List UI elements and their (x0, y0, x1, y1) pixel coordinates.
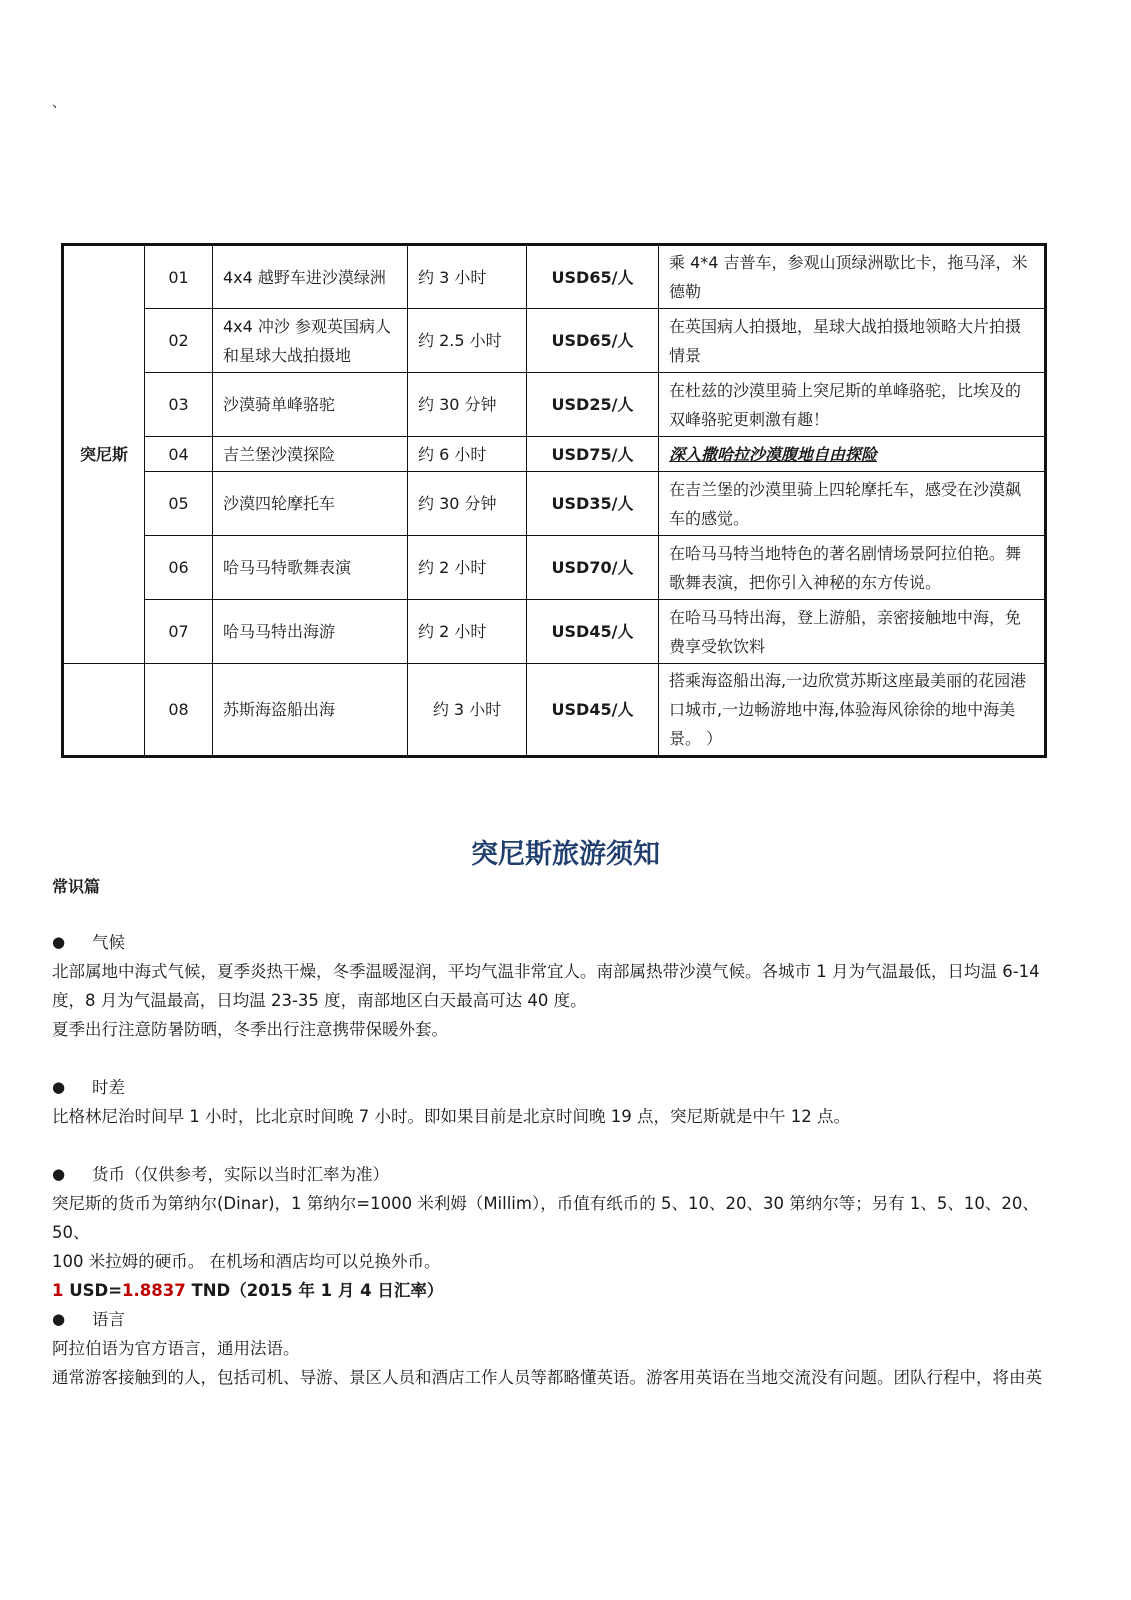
tour-price: USD25/人 (527, 373, 659, 437)
tour-number: 02 (145, 309, 213, 373)
currency-section (52, 1160, 1062, 1305)
tour-number: 05 (145, 472, 213, 536)
tour-duration: 约 3 小时 (408, 245, 527, 309)
tour-duration: 约 6 小时 (408, 437, 527, 472)
rate-amount: 1 (52, 1281, 64, 1300)
tour-price: USD75/人 (527, 437, 659, 472)
language-text-1: 阿拉伯语为官方语言，通用法语。 (52, 1339, 300, 1358)
tour-name: 沙漠骑单峰骆驼 (213, 373, 408, 437)
bullet-icon: ● (52, 933, 66, 951)
tour-price: USD70/人 (527, 536, 659, 600)
bullet-icon: ● (52, 1165, 66, 1183)
tour-description: 在英国病人拍摄地，星球大战拍摄地领略大片拍摄情景 (659, 309, 1046, 373)
page-mark: 、 (52, 95, 66, 111)
climate-text-2: 度，8 月为气温最高，日均温 23-35 度，南部地区白天最高可达 40 度。 (52, 991, 587, 1010)
tour-number: 07 (145, 600, 213, 664)
language-heading: 语言 (92, 1310, 125, 1329)
bullet-icon: ● (52, 1078, 66, 1096)
tour-description: 搭乘海盗船出海,一边欣赏苏斯这座最美丽的花园港口城市,一边畅游地中海,体验海风徐徐的地中海美景。 ） (659, 664, 1046, 757)
rate-usd: USD= (63, 1281, 123, 1300)
bullet-icon: ● (52, 1310, 66, 1328)
tour-price: USD45/人 (527, 664, 659, 757)
tour-number: 06 (145, 536, 213, 600)
tour-description-emphasis: 深入撒哈拉沙漠腹地自由探险 (669, 444, 878, 464)
currency-text-1: 突尼斯的货币为第纳尔(Dinar)，1 第纳尔=1000 米利姆（Millim），币值有纸币的 5、10、20、30 第纳尔等；另有 1、5、10、20、50、 (52, 1194, 1039, 1242)
region-cell-empty (63, 664, 145, 757)
exchange-rate (52, 1276, 1062, 1305)
tour-duration: 约 3 小时 (408, 664, 527, 757)
tour-name: 哈马马特出海游 (213, 600, 408, 664)
tour-name: 哈马马特歌舞表演 (213, 536, 408, 600)
tour-description (659, 437, 1046, 472)
tour-description: 在杜兹的沙漠里骑上突尼斯的单峰骆驼，比埃及的双峰骆驼更刺激有趣！ (659, 373, 1046, 437)
tour-number: 01 (145, 245, 213, 309)
tour-description: 在哈马马特当地特色的著名剧情场景阿拉伯艳。舞歌舞表演，把你引入神秘的东方传说。 (659, 536, 1046, 600)
tour-options-table (61, 243, 1047, 758)
table-row (63, 373, 1046, 437)
timezone-heading: 时差 (92, 1078, 125, 1097)
tour-name: 4x4 冲沙 参观英国病人和星球大战拍摄地 (213, 309, 408, 373)
climate-text-3: 夏季出行注意防暑防晒，冬季出行注意携带保暖外套。 (52, 1020, 448, 1039)
currency-text-2: 100 米拉姆的硬币。 在机场和酒店均可以兑换外币。 (52, 1252, 441, 1271)
tour-duration: 约 30 分钟 (408, 373, 527, 437)
rate-rest: TND（2015 年 1 月 4 日汇率） (185, 1281, 444, 1300)
tour-price: USD65/人 (527, 245, 659, 309)
table-row (63, 309, 1046, 373)
table-row (63, 536, 1046, 600)
tour-duration: 约 30 分钟 (408, 472, 527, 536)
rate-value: 1.8837 (122, 1281, 186, 1300)
table-row (63, 437, 1046, 472)
tour-name: 4x4 越野车进沙漠绿洲 (213, 245, 408, 309)
tour-description: 在哈马马特出海，登上游船，亲密接触地中海，免费享受软饮料 (659, 600, 1046, 664)
tour-price: USD35/人 (527, 472, 659, 536)
tour-number: 03 (145, 373, 213, 437)
tour-name: 沙漠四轮摩托车 (213, 472, 408, 536)
tour-duration: 约 2 小时 (408, 536, 527, 600)
timezone-text-1: 比格林尼治时间早 1 小时，比北京时间晚 7 小时。即如果目前是北京时间晚 19 点，突尼斯就是中午 12 点。 (52, 1107, 850, 1126)
tour-price: USD45/人 (527, 600, 659, 664)
climate-heading: 气候 (92, 933, 125, 952)
language-section (52, 1305, 1062, 1392)
tour-number: 04 (145, 437, 213, 472)
table-row (63, 245, 1046, 309)
language-text-2: 通常游客接触到的人，包括司机、导游、景区人员和酒店工作人员等都略懂英语。游客用英语在当地交流没有问题。团队行程中，将由英 (52, 1368, 1042, 1387)
tour-duration: 约 2.5 小时 (408, 309, 527, 373)
table-row (63, 472, 1046, 536)
tour-name: 吉兰堡沙漠探险 (213, 437, 408, 472)
climate-text-1: 北部属地中海式气候，夏季炎热干燥，冬季温暖湿润，平均气温非常宜人。南部属热带沙漠气候。各城市 1 月为气温最低，日均温 6-14 (52, 962, 1040, 981)
tour-number: 08 (145, 664, 213, 757)
section-heading: 常识篇 (52, 877, 101, 896)
region-cell: 突尼斯 (63, 245, 145, 664)
table-row (63, 600, 1046, 664)
tour-price: USD65/人 (527, 309, 659, 373)
tour-description: 在吉兰堡的沙漠里骑上四轮摩托车，感受在沙漠飙车的感觉。 (659, 472, 1046, 536)
tour-description: 乘 4*4 吉普车，参观山顶绿洲歇比卡，拖马泽，米德勒 (659, 245, 1046, 309)
timezone-section (52, 1073, 1062, 1131)
climate-section (52, 928, 1062, 1044)
tour-name: 苏斯海盗船出海 (213, 664, 408, 757)
tour-duration: 约 2 小时 (408, 600, 527, 664)
guide-title: 突尼斯旅游须知 (471, 839, 660, 870)
table-row (63, 664, 1046, 757)
currency-heading: 货币（仅供参考，实际以当时汇率为准） (92, 1165, 389, 1184)
